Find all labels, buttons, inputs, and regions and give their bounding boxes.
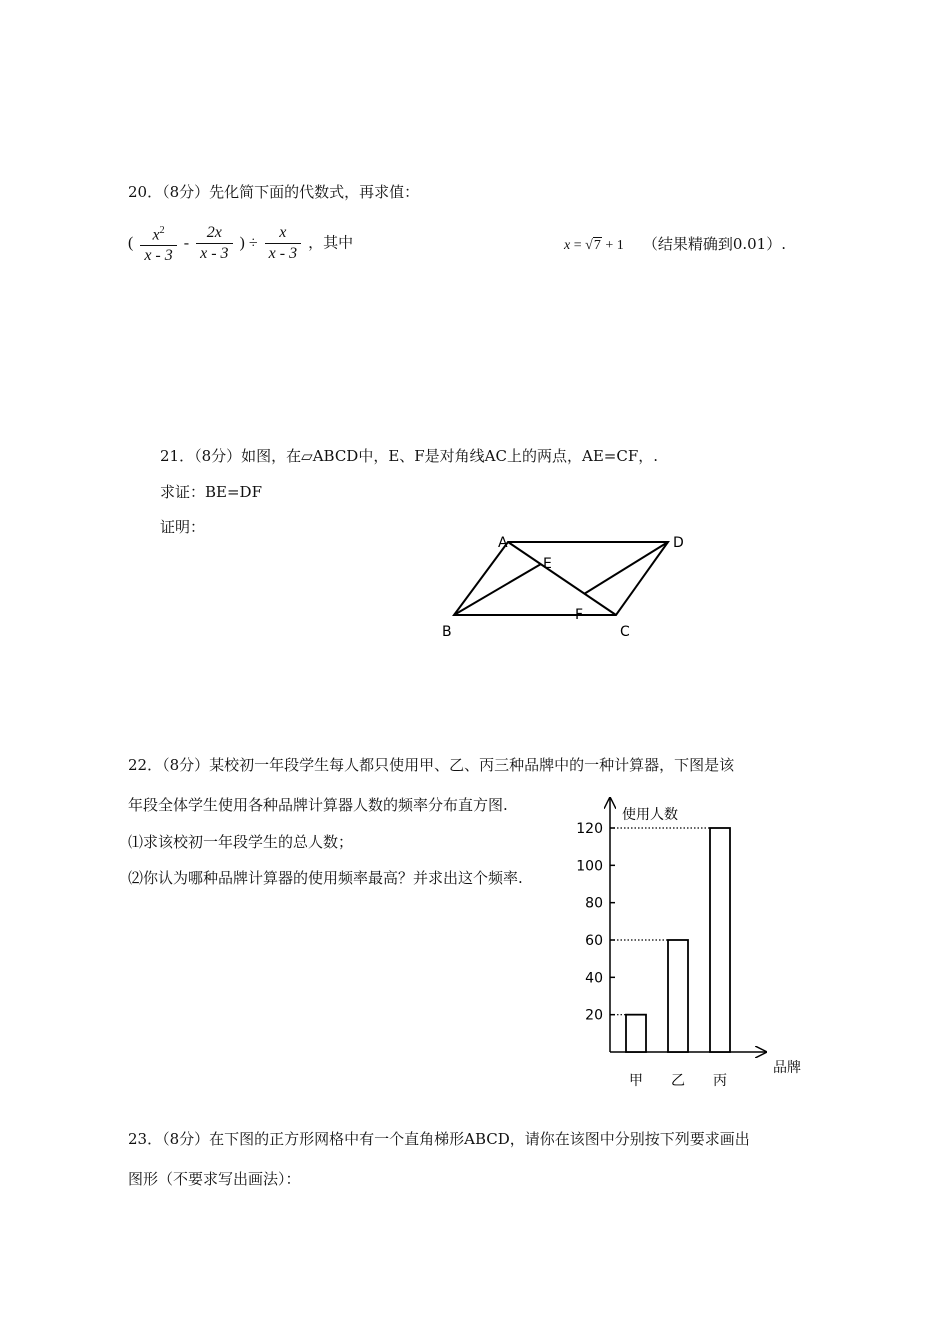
q22-sub1: ⑴求该校初一年段学生的总人数； xyxy=(128,833,354,851)
q20-f2-den: x - 3 xyxy=(200,245,229,263)
q21-prove: 求证：BE=DF xyxy=(160,483,262,501)
y-tick-label: 20 xyxy=(585,1007,603,1024)
q20-f2-num: 2x xyxy=(196,224,232,244)
q20-f3-den: x - 3 xyxy=(268,245,298,263)
label-b: B xyxy=(442,624,452,640)
q23-number: 23 xyxy=(128,1130,148,1148)
q23-stem-text-1: ．（8分）在下图的正方形网格中有一个直角梯形ABCD，请你在该图中分别按下列要求画出 xyxy=(147,1130,750,1148)
parallelogram-icon: ▱ xyxy=(301,447,313,465)
segment-df xyxy=(584,542,668,594)
q22-stem-line2: 年段全体学生使用各种品牌计算器人数的频率分布直方图. xyxy=(128,796,508,814)
q20-cond-eq: = xyxy=(570,238,586,253)
q20-open-paren: ( xyxy=(128,234,134,252)
bar-乙 xyxy=(668,940,688,1052)
q22-stem-text-1: ．（8分）某校初一年段学生每人都只使用甲、乙、丙三种品牌中的一种计算器，下图是该 xyxy=(147,756,735,774)
y-tick-label: 60 xyxy=(585,933,603,949)
q21-stem-rest: ABCD中，E、F是对角线AC上的两点，AE=CF，. xyxy=(312,447,658,465)
q22-sub2: ⑵你认为哪种品牌计算器的使用频率最高？并求出这个频率. xyxy=(128,869,523,887)
q20-cond-radicand: 7 xyxy=(593,238,601,253)
q20-close-paren: ) xyxy=(239,234,245,252)
label-a: A xyxy=(498,535,508,551)
q20-stem-text: ．（8分）先化简下面的代数式，再求值： xyxy=(147,183,420,201)
q21-number: 21 xyxy=(160,447,180,465)
y-tick-label: 80 xyxy=(585,895,603,912)
y-axis-label: 使用人数 xyxy=(622,807,678,823)
q22-number: 22 xyxy=(128,756,148,774)
q20-expression xyxy=(128,222,353,265)
q20-minus: - xyxy=(183,234,190,252)
q20-fraction-2 xyxy=(196,224,232,263)
label-c: C xyxy=(620,624,630,640)
label-e: E xyxy=(543,556,552,572)
y-tick-label: 120 xyxy=(576,821,603,837)
q20-f3-num: x xyxy=(265,224,301,244)
category-label: 甲 xyxy=(629,1073,643,1089)
calculator-usage-chart xyxy=(560,790,820,1100)
q20-fraction-3 xyxy=(265,224,301,263)
category-label: 丙 xyxy=(713,1073,727,1089)
y-tick-label: 100 xyxy=(576,858,603,875)
q20-condition xyxy=(564,233,786,254)
q20-divide: ÷ xyxy=(248,234,258,252)
q20-stem xyxy=(128,181,419,202)
q20-number: 20 xyxy=(128,183,148,201)
label-d: D xyxy=(673,535,684,551)
q20-f1-num: x xyxy=(152,226,160,244)
label-f: F xyxy=(575,607,584,623)
q21-stem xyxy=(160,445,658,466)
y-tick-label: 40 xyxy=(585,970,603,987)
q21-stem-text: ．（8分）如图，在 xyxy=(179,447,302,465)
bar-甲 xyxy=(626,1015,646,1052)
q22-stem-line1 xyxy=(128,754,734,775)
q20-cond-plus: + 1 xyxy=(601,238,624,253)
q21-proof: 证明： xyxy=(160,518,206,536)
parallelogram-figure xyxy=(430,528,700,648)
q20-f1-den: x - 3 xyxy=(144,247,173,265)
q20-f1-sup: 2 xyxy=(159,225,165,236)
q23-stem-line2: 图形（不要求写出画法）： xyxy=(128,1170,301,1188)
q20-cond-lhs: x xyxy=(564,238,571,253)
diagonal-ac xyxy=(508,542,616,615)
segment-be xyxy=(454,564,541,615)
q20-sqrt-sign: √ xyxy=(585,238,593,253)
q23-stem-line1 xyxy=(128,1128,750,1149)
category-label: 乙 xyxy=(671,1073,685,1089)
q20-fraction-1 xyxy=(140,222,176,265)
x-axis-label: 品牌 xyxy=(773,1060,801,1076)
q20-cond-note: （结果精确到0.01）. xyxy=(642,235,786,253)
q20-suffix: ，其中 xyxy=(308,235,354,252)
bar-丙 xyxy=(710,828,730,1052)
